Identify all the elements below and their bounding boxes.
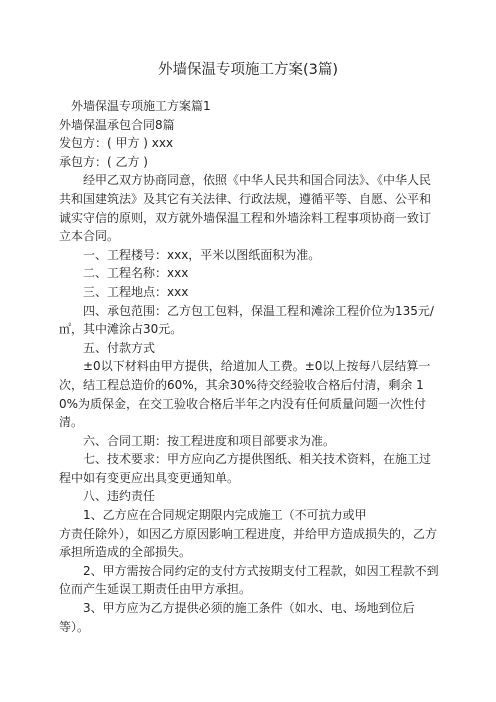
liability-item-1-continued: 方责任除外），如因乙方原因影响工程进度，并给甲方造成损失的，乙方承担所造成的全部损失。 [59, 526, 438, 560]
party-b-line: 承包方：( 乙方 ) [59, 154, 148, 169]
party-a-line: 发包方：( 甲方 ) xxx [59, 136, 174, 151]
liability-item-3: 3、甲方应为乙方提供必须的施工条件（如水、电、场地到位后等）。 [59, 601, 415, 634]
document-title: 外墙保温专项施工方案(3篇) [157, 62, 339, 78]
clause-3: 三、工程地点：xxx [83, 284, 189, 299]
liability-item-1: 1、乙方应在合同规定期限内完成施工（不可抗力或甲 [83, 508, 367, 523]
clause-2: 二、工程名称：xxx [83, 266, 189, 281]
clause-6: 六、合同工期：按工程进度和项目部要求为准。 [83, 433, 336, 448]
clause-7: 七、技术要求：甲方应向乙方提供图纸、相关技术资料，在施工过程中如有变更应出具变更通知单。 [59, 452, 432, 485]
clause-1: 一、工程楼号：xxx，平米以图纸面积为准。 [83, 247, 321, 262]
payment-paragraph: ±0以下材料由甲方提供，给道加人工费。±0以上按每八层结算一次，结工程总造价的60%，其余30%待交经验收合格后付清，剩余 10%为质保金，在交工验收合格后半年之内没有任何质量问题一次性付清。 [59, 359, 431, 430]
clause-8-heading: 八、违约责任 [83, 489, 156, 504]
document-body [59, 97, 439, 636]
contract-title: 外墙保温承包合同8篇 [59, 117, 175, 132]
clause-5-heading: 五、付款方式 [83, 340, 156, 355]
liability-item-2: 2、甲方需按合同约定的支付方式按期支付工程款，如因工程款不到位而产生延误工期责任由甲方承担。 [59, 563, 439, 597]
section-heading: 外墙保温专项施工方案篇1 [71, 99, 211, 113]
clause-4: 四、承包范围：乙方包工包料，保温工程和滩涂工程价位为135元/㎡，其中滩涂占30元。 [59, 303, 434, 337]
preamble-paragraph: 经甲乙双方协商同意，依照《中华人民共和国合同法》、《中华人民共和国建筑法》及其它有关法律、行政法规，遵循平等、自愿、公平和诚实守信的原则，双方就外墙保温工程和外墙涂料工程事项协商一致订立本合同。 [59, 173, 432, 244]
